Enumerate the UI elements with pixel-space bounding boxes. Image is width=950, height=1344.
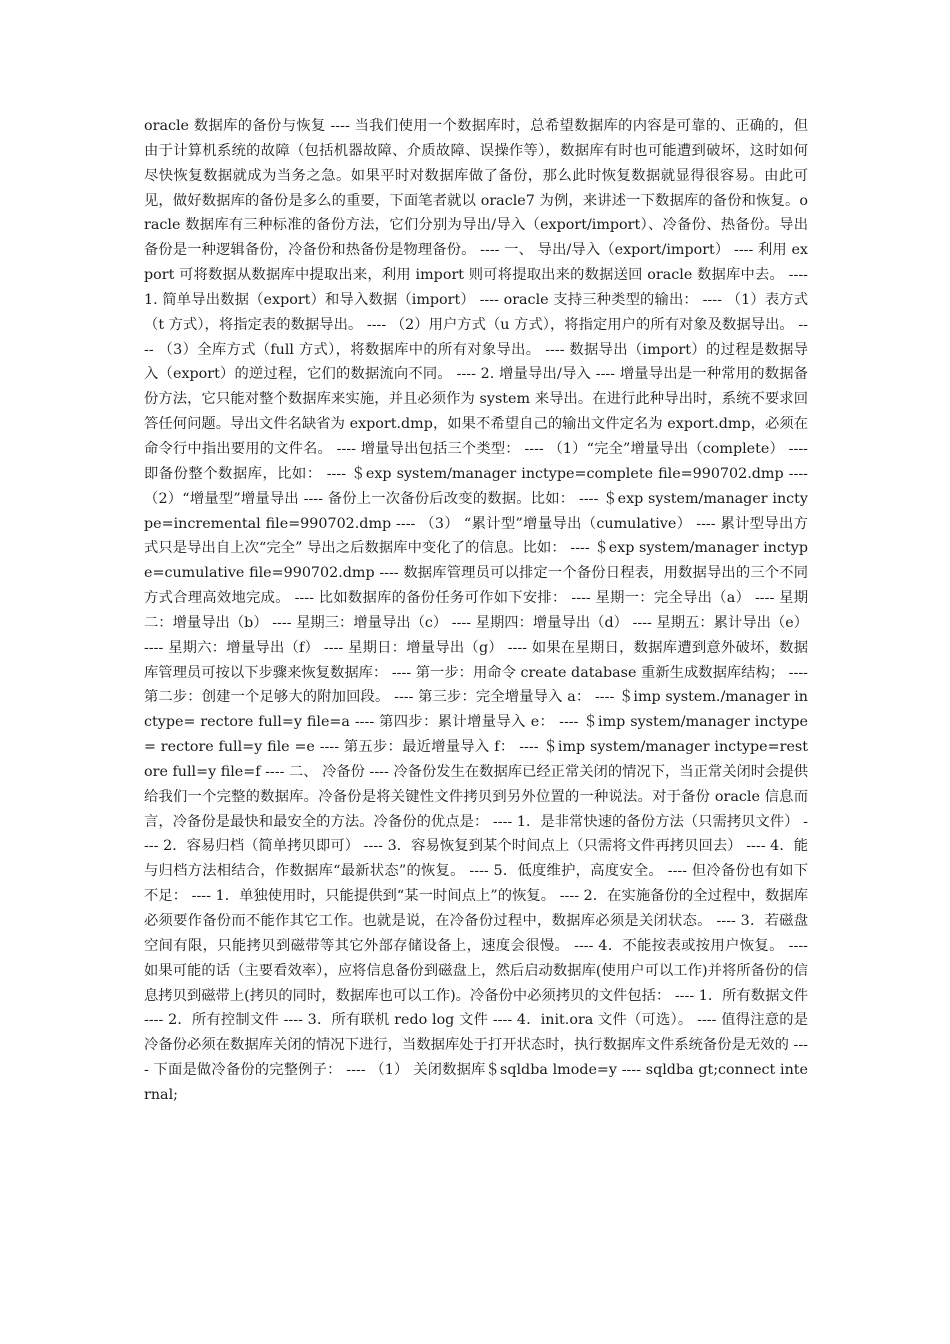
document-body-text: oracle 数据库的备份与恢复 ---- 当我们使用一个数据库时，总希望数据库的内容是可靠的、正确的，但由于计算机系统的故障（包括机器故障、介质故障、误操作等），数据库有时也可能遭到破坏，这时如何尽快恢复数据就成为当务之急。如果平时对数据库做了备份，那么此时恢复数据就显得很容易。由此可见，做好数据库的备份是多么的重要，下面笔者就以 oracle7 为例，来讲述一下数据库的备份和恢复。oracle 数据库有三种标准的备份方法，它们分别为导出/导入（export/import）、冷备份、热备份。导出备份是一种逻辑备份，冷备份和热备份是物理备份。 ---- 一、 导出/导入（export/import） ---- 利用 export 可将数据从数据库中提取出来，利用 import 则可将提取出来的数据送回 oracle 数据库中去。 ---- 1. 简单导出数据（export）和导入数据（import） ---- oracle 支持三种类型的输出： ---- （1）表方式（t 方式），将指定表的数据导出。 ---- （2）用户方式（u 方式），将指定用户的所有对象及数据导出。 ---- （3）全库方式（full 方式），将数据库中的所有对象导出。 ---- 数据导出（import）的过程是数据导入（export）的逆过程，它们的数据流向不同。 ---- 2. 增量导出/导入 ---- 增量导出是一种常用的数据备份方法，它只能对整个数据库来实施，并且必须作为 system 来导出。在进行此种导出时，系统不要求回答任何问题。导出文件名缺省为 export.dmp，如果不希望自己的输出文件定名为 export.dmp，必须在命令行中指出要用的文件名。 ---- 增量导出包括三个类型： ---- （1）“完全”增量导出（complete） ---- 即备份整个数据库，比如： ---- ＄exp system/manager inctype=complete file=990702.dmp ---- （2）“增量型”增量导出 ---- 备份上一次备份后改变的数据。比如： ---- ＄exp system/manager inctype=incremental file=990702.dmp ---- （3） “累计型”增量导出（cumulative） ---- 累计型导出方式只是导出自上次“完全” 导出之后数据库中变化了的信息。比如： ---- ＄exp system/manager inctype=cumulative file=990702.dmp ---- 数据库管理员可以排定一个备份日程表，用数据导出的三个不同方式合理高效地完成。 ---- 比如数据库的备份任务可作如下安排： ---- 星期一：完全导出（a） ---- 星期二：增量导出（b） ---- 星期三：增量导出（c） ---- 星期四：增量导出（d） ---- 星期五：累计导出（e） ---- 星期六：增量导出（f） ---- 星期日：增量导出（g） ---- 如果在星期日，数据库遭到意外破坏，数据库管理员可按以下步骤来恢复数据库： ---- 第一步：用命令 create database 重新生成数据库结构； ---- 第二步：创建一个足够大的附加回段。 ---- 第三步：完全增量导入 a： ---- ＄imp system./manager inctype= rectore full=y file=a ---- 第四步：累计增量导入 e： ---- ＄imp system/manager inctype= rectore full=y file =e ---- 第五步：最近增量导入 f： ---- ＄imp system/manager inctype=restore full=y file=f ---- 二、 冷备份 ---- 冷备份发生在数据库已经正常关闭的情况下，当正常关闭时会提供给我们一个完整的数据库。冷备份是将关键性文件拷贝到另外位置的一种说法。对于备份 oracle 信息而言，冷备份是最快和最安全的方法。冷备份的优点是： ---- 1．是非常快速的备份方法（只需拷贝文件） ---- 2．容易归档（简单拷贝即可） ---- 3．容易恢复到某个时间点上（只需将文件再拷贝回去） ---- 4．能与归档方法相结合，作数据库“最新状态”的恢复。 ---- 5．低度维护，高度安全。 ---- 但冷备份也有如下不足： ---- 1．单独使用时，只能提供到“某一时间点上”的恢复。 ---- 2．在实施备份的全过程中，数据库必须要作备份而不能作其它工作。也就是说，在冷备份过程中，数据库必须是关闭状态。 ---- 3．若磁盘空间有限，只能拷贝到磁带等其它外部存储设备上，速度会很慢。 ---- 4．不能按表或按用户恢复。 ---- 如果可能的话（主要看效率），应将信息备份到磁盘上，然后启动数据库(使用户可以工作)并将所备份的信息拷贝到磁带上(拷贝的同时，数据库也可以工作)。冷备份中必须拷贝的文件包括： ---- 1．所有数据文件 ---- 2．所有控制文件 ---- 3．所有联机 redo log 文件 ---- 4．init.ora 文件（可选）。 ---- 值得注意的是冷备份必须在数据库关闭的情况下进行，当数据库处于打开状态时，执行数据库文件系统备份是无效的 ---- 下面是做冷备份的完整例子： ---- （1） 关闭数据库＄sqldba lmode=y ---- sqldba gt;connect internal; (144, 118, 808, 1103)
